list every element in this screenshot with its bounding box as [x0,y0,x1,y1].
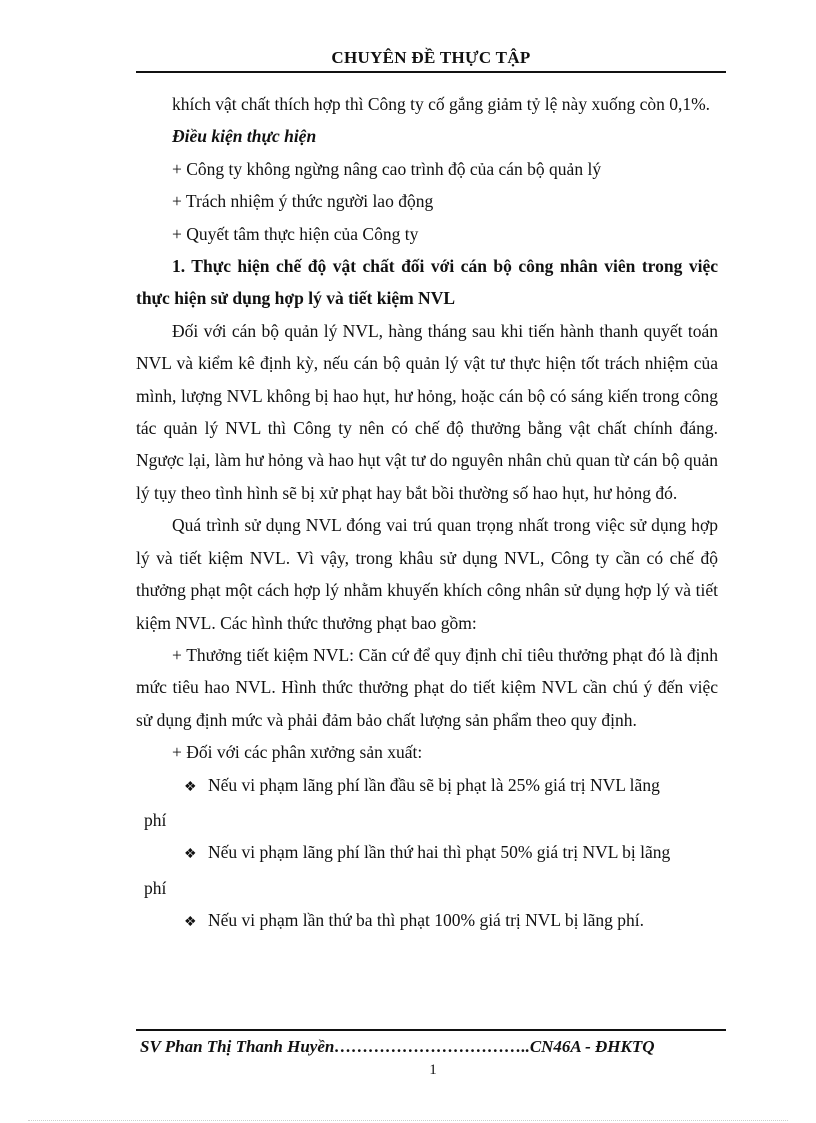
condition-item: + Quyết tâm thực hiện của Công ty [172,223,419,244]
header-title: CHUYÊN ĐỀ THỰC TẬP [331,48,531,67]
diamond-bullet-icon: ❖ [184,779,197,795]
page-edge-divider [28,1120,788,1121]
section-heading: 1. Thực hiện chế độ vật chất đối với cán bộ công nhân viên trong việc thực hiện sử dụng hợp lý và tiết kiệm NVL [136,256,718,309]
condition-item: + Công ty không ngừng nâng cao trình độ của cán bộ quản lý [172,158,602,179]
bullet-item [136,836,718,871]
conditions-heading: Điều kiện thực hiện [172,126,317,147]
bullet-item [136,769,718,804]
bullet-item [136,904,718,939]
bullet-text: Nếu vi phạm lãng phí lần thứ hai thì phạt 50% giá trị NVL bị lãng [208,842,671,863]
condition-item: + Trách nhiệm ý thức người lao động [172,191,434,212]
footer-rule [136,1029,726,1031]
paragraph: + Thưởng tiết kiệm NVL: Căn cứ để quy định chỉ tiêu thưởng phạt đó là định mức tiêu hao NVL. Hình thức thưởng phạt do tiết kiệm NVL cần chú ý đến việc sử dụng định mức và phải đảm bảo chất lượng sản phẩm theo quy định. [136,644,718,730]
footer-author: SV Phan Thị Thanh Huyền……………………………..CN46A - ĐHKTQ [140,1037,655,1056]
page-number: 1 [429,1062,437,1078]
bullet-continuation: phí [144,809,167,830]
diamond-bullet-icon: ❖ [184,847,197,863]
paragraph: Đối với cán bộ quản lý NVL, hàng tháng sau khi tiến hành thanh quyết toán NVL và kiểm kê định kỳ, nếu cán bộ quản lý vật tư thực hiện tốt trách nhiệm của mình, lượng NVL không bị hao hụt, hư hỏng, hoặc cán bộ có sáng kiến trong công tác quản lý NVL thì Công ty nên có chế độ thưởng bằng vật chất chính đáng. Ngược lại, làm hư hỏng và hao hụt vật tư do nguyên nhân chủ quan từ cán bộ quản lý tụy theo tình hình sẽ bị xử phạt hay bắt bồi thường số hao hụt, hư hỏng đó. [136,320,718,503]
bullet-continuation: phí [144,877,167,898]
header-rule [136,71,726,73]
paragraph: + Đối với các phân xưởng sản xuất: [172,742,423,763]
paragraph-continuation: khích vật chất thích hợp thì Công ty cố gắng giảm tỷ lệ này xuống còn 0,1%. [172,94,711,114]
bullet-text: Nếu vi phạm lãng phí lần đầu sẽ bị phạt là 25% giá trị NVL lãng [208,774,660,795]
diamond-bullet-icon: ❖ [184,915,197,931]
document-body [136,88,718,940]
paragraph: Quá trình sử dụng NVL đóng vai trú quan trọng nhất trong việc sử dụng hợp lý và tiết kiệm NVL. Vì vậy, trong khâu sử dụng NVL, Công ty cần có chế độ thưởng phạt một cách hợp lý nhằm khuyến khích công nhân sử dụng hợp lý và tiết kiệm NVL. Các hình thức thưởng phạt bao gồm: [136,515,718,633]
bullet-text: Nếu vi phạm lần thứ ba thì phạt 100% giá trị NVL bị lãng phí. [208,910,645,931]
